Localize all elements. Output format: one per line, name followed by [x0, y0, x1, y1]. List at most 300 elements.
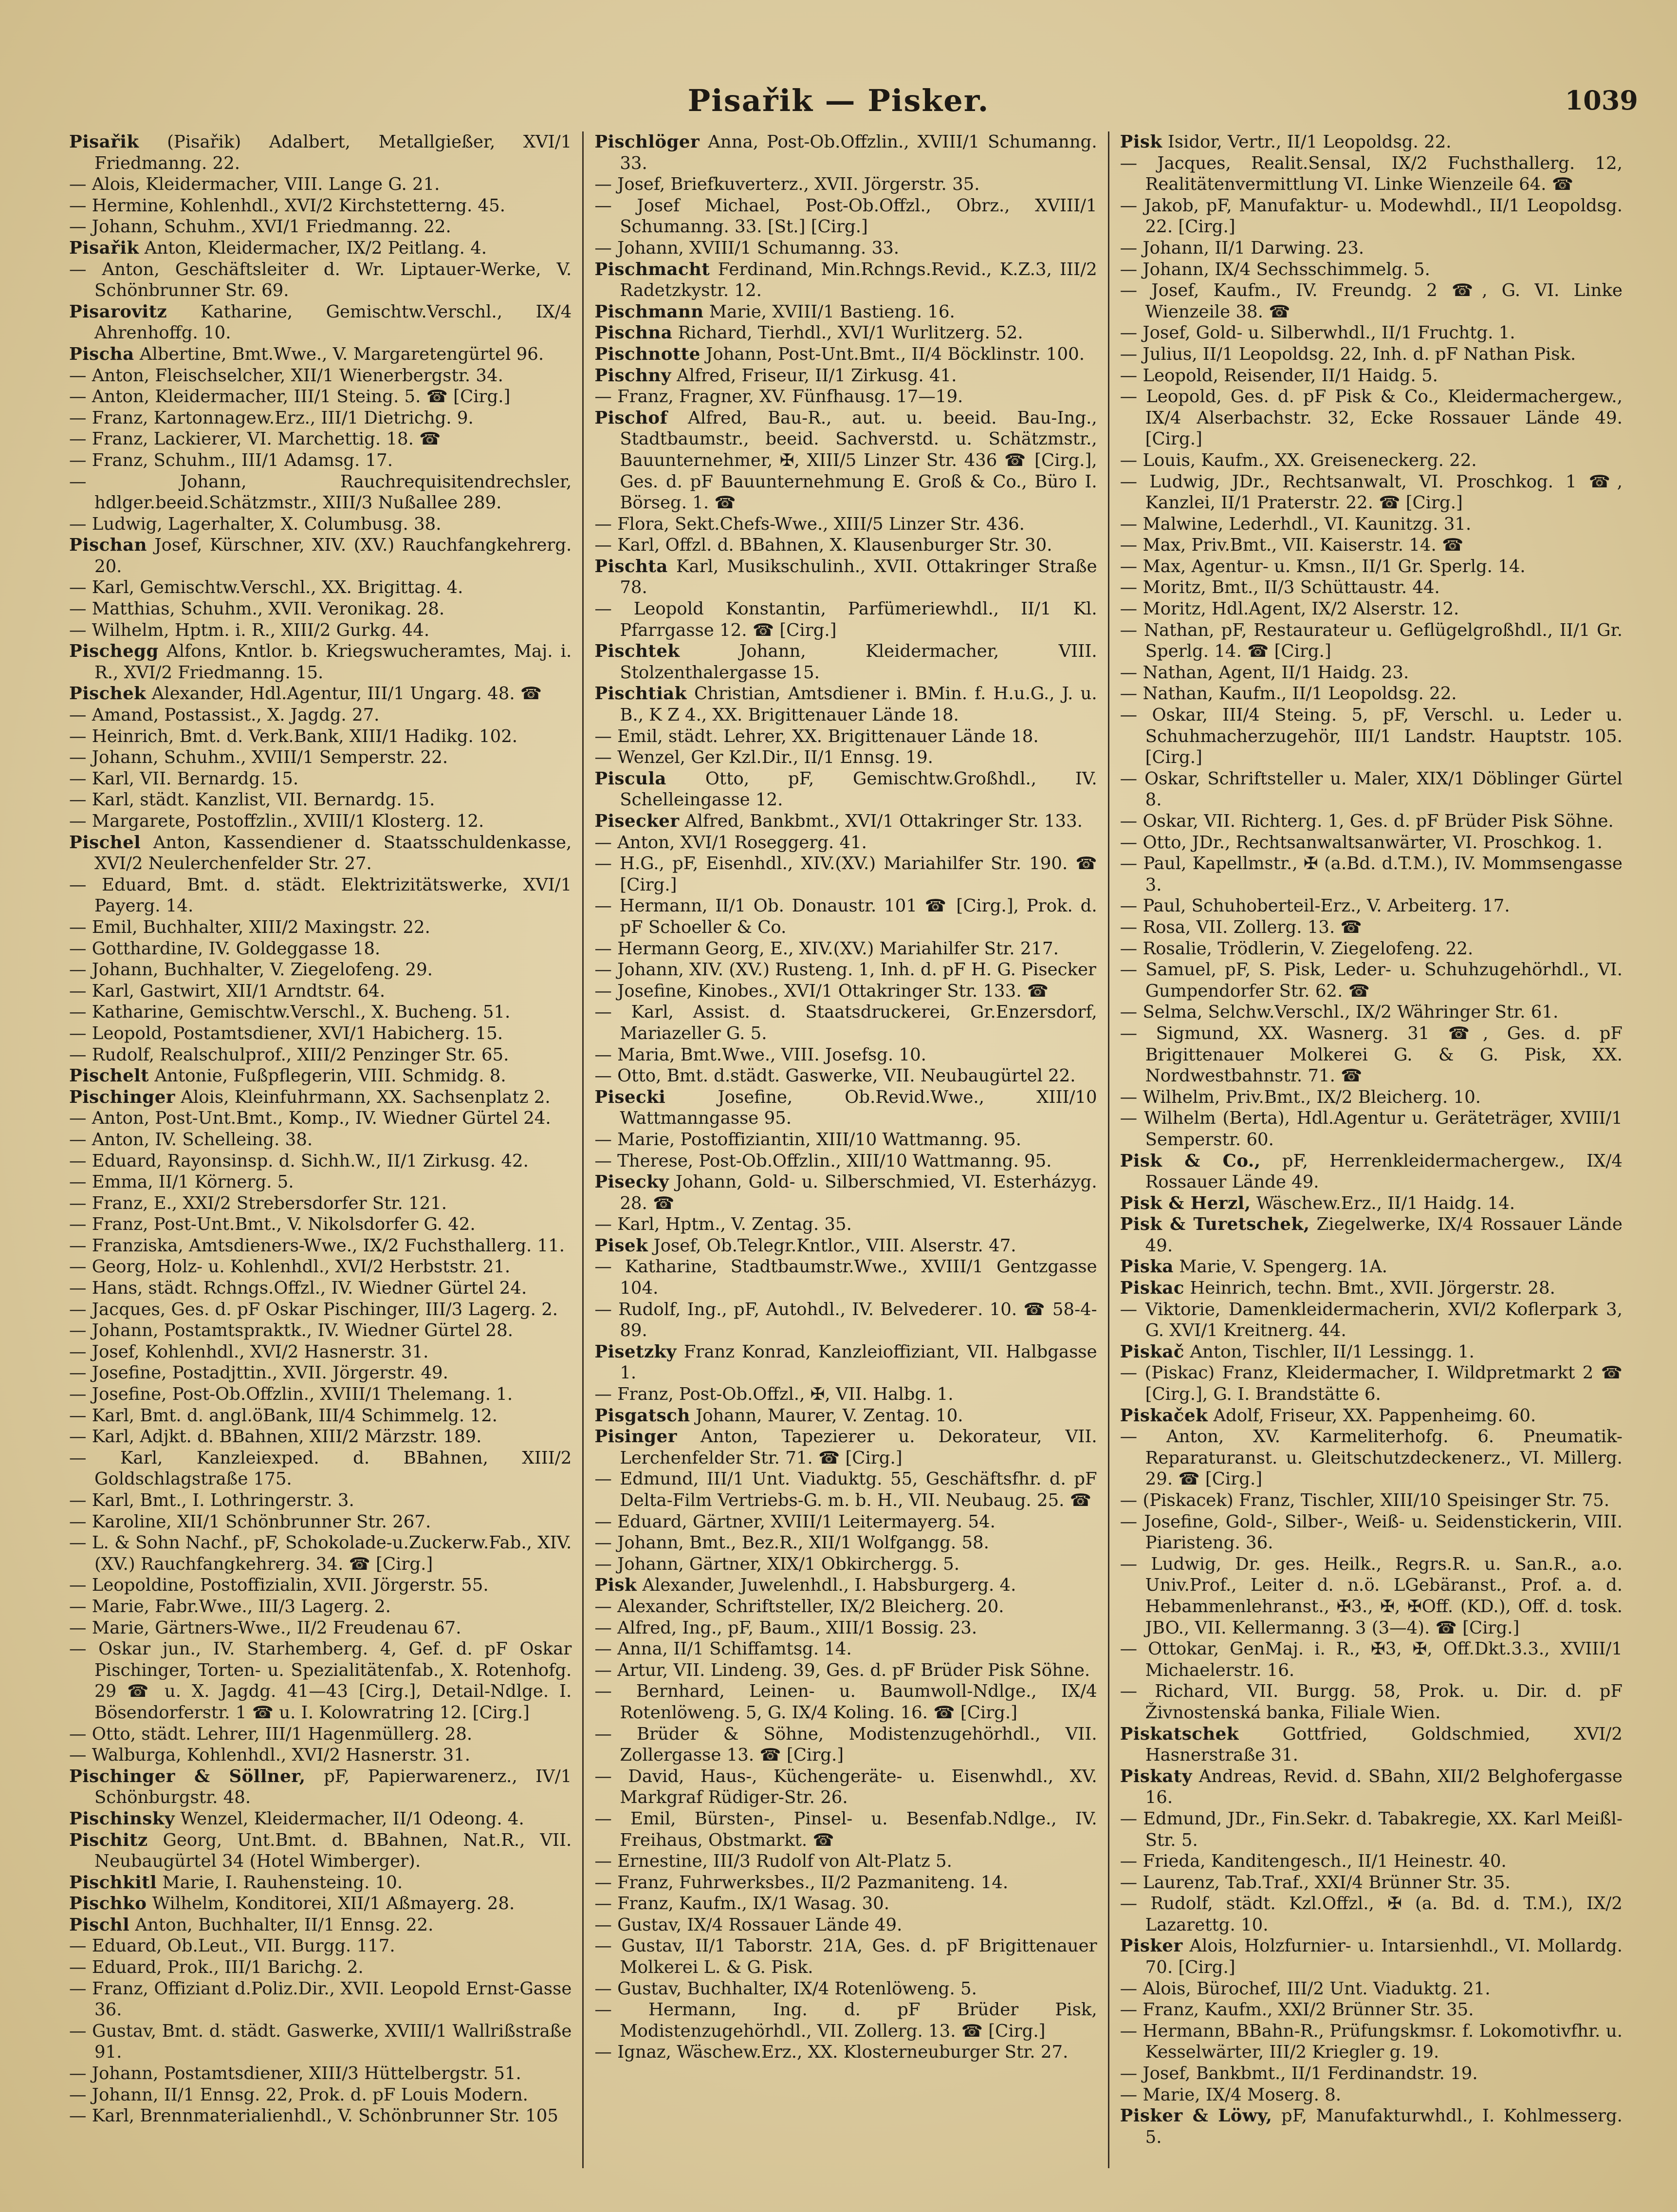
entry-surname: Pischegg [69, 641, 159, 662]
entry-text: — Maria, Bmt.Wwe., VIII. Josefsg. 10. [594, 1044, 926, 1065]
entry-text: pF, Manufakturwhdl., I. Kohlmesserg. 5. [1145, 2106, 1622, 2147]
entry-text: — Karoline, XII/1 Schönbrunner Str. 267. [69, 1511, 431, 1532]
entry-text: Ferdinand, Min.Rchngs.Revid., K.Z.3, III/2 Radetzkystr. 12. [620, 259, 1097, 301]
entry-text: — Franz, E., XXI/2 Strebersdorfer Str. 121. [69, 1193, 447, 1213]
directory-entry [69, 598, 571, 620]
entry-text: — Johann, Postamtsdiener, XIII/3 Hüttelbergstr. 51. [69, 2063, 521, 2084]
entry-text: — L. & Sohn Nachf., pF, Schokolade-u.Zuckerw.Fab., XIV. (XV.) Rauchfangkehrerg. 34. ☎ [Cirg.] [69, 1533, 572, 1574]
directory-entry [1120, 1405, 1622, 1427]
directory-entry [69, 2084, 571, 2106]
entry-text: — Karl, städt. Kanzlist, VII. Bernardg. 15. [69, 790, 435, 810]
directory-entry [69, 1490, 571, 1511]
entry-text: — Flora, Sekt.Chefs-Wwe., XIII/5 Linzer Str. 436. [594, 514, 1025, 534]
directory-entry [1120, 1808, 1622, 1851]
entry-text: — Karl, Kanzleiexped. d. BBahnen, XIII/2 Goldschlagstraße 175. [69, 1448, 572, 1489]
entry-text: — Gustav, IX/4 Rossauer Lände 49. [594, 1915, 903, 1935]
entry-text: Wilhelm, Konditorei, XII/1 Aßmayerg. 28. [152, 1894, 515, 1914]
directory-entry [594, 131, 1097, 174]
directory-entry [1120, 620, 1622, 662]
directory-entry [69, 726, 571, 747]
directory-entry [594, 1766, 1097, 1808]
directory-entry [1120, 1511, 1622, 1554]
entry-text: Marie, XVIII/1 Bastieng. 16. [709, 301, 955, 322]
entry-text: — Karl, VII. Bernardg. 15. [69, 768, 299, 789]
entry-text: — Leopold, Postamtsdiener, XVI/1 Habicherg. 15. [69, 1023, 503, 1043]
directory-entry [594, 322, 1097, 344]
directory-entry [594, 895, 1097, 938]
entry-surname: Pischtiak [594, 684, 687, 704]
entry-text: — (Piskac) Franz, Kleidermacher, I. Wildpretmarkt 2 ☎ [Cirg.], G. I. Brandstätte 6. [1120, 1363, 1622, 1405]
directory-entry [594, 959, 1097, 981]
directory-entry [594, 1171, 1097, 1214]
directory-entry [594, 683, 1097, 725]
directory-entry [594, 641, 1097, 683]
directory-entry [69, 344, 571, 365]
entry-text: — Viktorie, Damenkleidermacherin, XVI/2 Koflerpark 3, G. XVI/1 Kreitnerg. 44. [1120, 1299, 1622, 1341]
entry-text: Gottfried, Goldschmied, XVI/2 Hasnerstraße 31. [1145, 1724, 1622, 1766]
directory-entry [1120, 1256, 1622, 1278]
directory-entry [1120, 535, 1622, 556]
entry-text: Alois, Kleinfuhrmann, XX. Sachsenplatz 2. [181, 1087, 551, 1107]
directory-entry [594, 1893, 1097, 1915]
entry-text: — Johann, II/1 Ennsg. 22, Prok. d. pF Louis Modern. [69, 2084, 528, 2105]
entry-text: — Wilhelm, Hptm. i. R., XIII/2 Gurkg. 44. [69, 620, 430, 640]
directory-entry [69, 1341, 571, 1363]
directory-entry [594, 1575, 1097, 1596]
entry-text: — Anton, Kleidermacher, III/1 Steing. 5. ☎ [Cirg.] [69, 387, 511, 407]
entry-text: — Matthias, Schuhm., XVII. Veronikag. 28. [69, 599, 445, 619]
entry-text: pF, Herrenkleidermachergew., IX/4 Rossauer Lände 49. [1145, 1151, 1622, 1192]
directory-entry [69, 1957, 571, 1978]
entry-text: — Therese, Post-Ob.Offzlin., XIII/10 Wattmanng. 95. [594, 1151, 1052, 1171]
entry-text: — Brüder & Söhne, Modistenzugehörhdl., VII. Zollergasse 13. ☎ [Cirg.] [594, 1724, 1097, 1766]
entry-text: — Anna, II/1 Schiffamtsg. 14. [594, 1639, 852, 1659]
entry-text: — Moritz, Bmt., II/3 Schüttaustr. 44. [1120, 577, 1440, 598]
entry-text: — Nathan, Kaufm., II/1 Leopoldsg. 22. [1120, 684, 1457, 704]
entry-text: — Josef Michael, Post-Ob.Offzl., Obrz., XVIII/1 Schumanng. 33. [St.] [Cirg.] [594, 195, 1097, 237]
entry-surname: Pisařik [69, 132, 139, 152]
entry-text: Johann, Maurer, V. Zentag. 10. [695, 1405, 963, 1426]
entry-text: — Franz, Kartonnagew.Erz., III/1 Dietrichg. 9. [69, 408, 474, 428]
directory-entry [69, 1214, 571, 1235]
entry-surname: Pischmann [594, 301, 704, 322]
directory-entry [69, 1044, 571, 1066]
entry-text: — Johann, Gärtner, XIX/1 Obkirchergg. 5. [594, 1554, 959, 1574]
directory-entry [1120, 598, 1622, 620]
directory-entry [69, 1278, 571, 1299]
directory-entry [69, 705, 571, 726]
entry-text: — Jacques, Realit.Sensal, IX/2 Fuchsthallerg. 12, Realitätenvermittlung VI. Linke Wienzeile 64. ☎ [1120, 153, 1622, 195]
entry-text: — Josefine, Postadjttin., XVII. Jörgerstr. 49. [69, 1363, 448, 1383]
directory-entry [69, 301, 571, 344]
directory-entry [1120, 2084, 1622, 2106]
entry-text: — Paul, Schuhoberteil-Erz., V. Arbeiterg. 17. [1120, 896, 1510, 916]
directory-entry [1120, 2021, 1622, 2063]
directory-entry [594, 938, 1097, 960]
directory-entry [1120, 1299, 1622, 1341]
entry-text: — Nathan, Agent, II/1 Haidg. 23. [1120, 662, 1409, 683]
directory-entry [1120, 683, 1622, 705]
directory-entry [1120, 1893, 1622, 1935]
directory-entry [69, 195, 571, 217]
directory-entry [69, 1384, 571, 1405]
entry-text: Josef, Kürschner, XIV. (XV.) Rauchfangkehrerg. 20. [94, 535, 572, 576]
entry-text: Georg, Unt.Bmt. d. BBahnen, Nat.R., VII. Neubaugürtel 34 (Hotel Wimberger). [94, 1830, 572, 1872]
entry-text: — Franz, Lackierer, VI. Marchettig. 18. ☎ [69, 429, 441, 449]
directory-entry [1120, 662, 1622, 684]
entry-text: — Edmund, III/1 Unt. Viaduktg. 55, Geschäftsfhr. d. pF Delta-Film Vertriebs-G. m. b. H., VII. Neubaug. 25. ☎ [594, 1469, 1097, 1510]
entry-text: — Marie, Postoffiziantin, XIII/10 Wattmanng. 95. [594, 1129, 1022, 1150]
entry-text: Alexander, Hdl.Agentur, III/1 Ungarg. 48. ☎ [151, 684, 542, 704]
entry-text: — Laurenz, Tab.Traf., XXI/4 Brünner Str. 35. [1120, 1872, 1511, 1893]
entry-surname: Piscula [594, 768, 666, 789]
directory-entry [1120, 2105, 1622, 2148]
directory-entry [69, 1320, 571, 1341]
directory-entry [1120, 1766, 1622, 1808]
directory-entry [594, 386, 1097, 408]
entry-text: — Hermann, Ing. d. pF Brüder Pisk, Modistenzugehörhdl., VII. Zollerg. 13. ☎ [Cirg.] [594, 2000, 1097, 2041]
directory-entry [69, 917, 571, 938]
entry-text: — Bernhard, Leinen- u. Baumwoll-Ndlge., IX/4 Rotenlöweng. 5, G. IX/4 Koling. 16. ☎ [Cirg.] [594, 1681, 1097, 1723]
directory-entry [69, 1893, 571, 1915]
entry-text: — Rudolf, Ing., pF, Autohdl., IV. Belvederег. 10. ☎ 58-4-89. [594, 1299, 1097, 1341]
directory-entry [69, 1575, 571, 1596]
entry-text: — Ignaz, Wäschew.Erz., XX. Klosterneuburger Str. 27. [594, 2042, 1069, 2063]
entry-text: — Karl, Hptm., V. Zentag. 35. [594, 1214, 852, 1235]
directory-entry [594, 1511, 1097, 1533]
directory-entry [1120, 1681, 1622, 1723]
directory-entry [594, 1129, 1097, 1151]
directory-entry [594, 1554, 1097, 1575]
column-3 [1108, 131, 1633, 2168]
entry-text: — Alois, Bürochef, III/2 Unt. Viaduktg. 21. [1120, 1978, 1491, 1999]
entry-text: — Moritz, Hdl.Agent, IX/2 Alserstr. 12. [1120, 599, 1459, 619]
directory-entry [594, 365, 1097, 387]
entry-surname: Pischan [69, 535, 147, 556]
directory-entry [1120, 238, 1622, 259]
entry-text: — Johann, Rauchrequisitendrechsler, hdlger.beeid.Schätzmstr., XIII/3 Nußallee 289. [69, 471, 572, 513]
entry-text: — Franz, Schuhm., III/1 Adamsg. 17. [69, 450, 393, 470]
entry-text: — Josefine, Gold-, Silber-, Weiß- u. Seidenstickerin, VIII. Piaristeng. 36. [1120, 1511, 1622, 1553]
entry-text: — (Piskacek) Franz, Tischler, XIII/10 Speisinger Str. 75. [1120, 1490, 1610, 1510]
directory-entry [69, 259, 571, 301]
directory-entry [69, 981, 571, 1002]
entry-text: Heinrich, techn. Bmt., XVII. Jörgerstr. 28. [1190, 1278, 1555, 1299]
directory-entry [1120, 1151, 1622, 1193]
directory-entry [69, 1745, 571, 1766]
directory-entry [594, 556, 1097, 598]
directory-entry [69, 450, 571, 471]
directory-entry [69, 1830, 571, 1872]
entry-text: — Otto, städt. Lehrer, III/1 Hagenmüllerg. 28. [69, 1724, 473, 1744]
directory-entry [594, 1151, 1097, 1172]
entry-text: — Eduard, Ob.Leut., VII. Burgg. 117. [69, 1936, 395, 1956]
directory-entry [1120, 344, 1622, 365]
entry-surname: Pisk & Co., [1120, 1151, 1261, 1171]
entry-surname: Pisek [594, 1235, 648, 1256]
entry-text: — Amand, Postassist., X. Jagdg. 27. [69, 705, 380, 725]
entry-text: — Franziska, Amtsdieners-Wwe., IX/2 Fuchsthallerg. 11. [69, 1235, 565, 1256]
directory-entry [1120, 1193, 1622, 1214]
directory-entry [69, 1087, 571, 1108]
entry-text: — Hans, städt. Rchngs.Offzl., IV. Wiedner Gürtel 24. [69, 1278, 527, 1299]
directory-entry [1120, 450, 1622, 471]
directory-entry [69, 1596, 571, 1617]
entry-text: — Samuel, pF, S. Pisk, Leder- u. Schuhzugehörhdl., VI. Gumpendorfer Str. 62. ☎ [1120, 960, 1622, 1001]
entry-text: — Karl, Bmt. d. angl.öBank, III/4 Schimmelg. 12. [69, 1405, 498, 1426]
entry-surname: Pisker & Löwy, [1120, 2106, 1272, 2126]
entry-surname: Pisetzky [594, 1341, 677, 1362]
directory-entry [1120, 1935, 1622, 1978]
entry-text: (Pisařik) Adalbert, Metallgießer, XVI/1 Friedmanng. 22. [94, 132, 572, 173]
entry-text: — Hermann, BBahn-R., Prüfungskmsr. f. Lokomotivfhr. u. Kesselwärter, III/2 Kriegler g. 19. [1120, 2021, 1622, 2063]
directory-entry [594, 2042, 1097, 2063]
directory-entry [1120, 705, 1622, 768]
entry-surname: Pisk & Turetschek, [1120, 1214, 1310, 1235]
entry-text: Adolf, Friseur, XX. Pappenheimg. 60. [1213, 1405, 1536, 1426]
entry-text: — Katharine, Stadtbaumstr.Wwe., XVIII/1 Gentzgasse 104. [594, 1257, 1097, 1299]
entry-text: — Leopold, Ges. d. pF Pisk & Co., Kleidermachergew., IX/4 Alserbachstr. 32, Ecke Rossauer Lände 49. [Cirg.] [1120, 387, 1622, 449]
directory-columns [58, 131, 1633, 2168]
entry-surname: Pischta [594, 556, 668, 576]
entry-text: Antonie, Fußpflegerin, VIII. Schmidg. 8. [154, 1066, 506, 1086]
entry-text: — Eduard, Prok., III/1 Barichg. 2. [69, 1957, 364, 1978]
directory-entry [69, 1065, 571, 1087]
directory-entry [1120, 195, 1622, 238]
directory-entry [1120, 556, 1622, 577]
directory-entry [69, 577, 571, 598]
entry-text: — Josefine, Kinobes., XVI/1 Ottakringer Str. 133. ☎ [594, 981, 1049, 1001]
directory-entry [594, 747, 1097, 768]
entry-text: — Emil, Bürsten-, Pinsel- u. Besenfab.Ndlge., IV. Freihaus, Obstmarkt. ☎ [594, 1808, 1097, 1850]
entry-text: — Eduard, Gärtner, XVIII/1 Leitermayerg. 54. [594, 1511, 995, 1532]
entry-text: Anton, Tapezierer u. Dekorateur, VII. Lerchenfelder Str. 71. ☎ [Cirg.] [620, 1427, 1097, 1468]
directory-entry [69, 1193, 571, 1214]
directory-entry [69, 2063, 571, 2084]
directory-entry [69, 1808, 571, 1830]
entry-surname: Pisařik [69, 238, 139, 258]
directory-entry [69, 1935, 571, 1957]
entry-surname: Pischmacht [594, 259, 710, 279]
directory-entry [594, 408, 1097, 514]
entry-text: — Ernestine, III/3 Rudolf von Alt-Platz 5. [594, 1851, 952, 1872]
directory-entry [69, 683, 571, 705]
directory-entry [69, 1256, 571, 1278]
entry-surname: Pisk & Herzl, [1120, 1193, 1251, 1213]
entry-surname: Pisecki [594, 1087, 666, 1107]
entry-text: Katharine, Gemischtw.Verschl., IX/4 Ahrenhoffg. 10. [94, 301, 572, 343]
directory-entry [594, 1660, 1097, 1681]
directory-entry [1120, 768, 1622, 811]
entry-text: — Johann, Schuhm., XVIII/1 Semperstr. 22. [69, 747, 448, 768]
entry-surname: Piskac [1120, 1278, 1185, 1299]
directory-entry [1120, 1490, 1622, 1511]
entry-text: — Hermann Georg, E., XIV.(XV.) Mariahilfer Str. 217. [594, 938, 1059, 959]
directory-entry [594, 259, 1097, 301]
directory-entry [69, 1235, 571, 1257]
entry-surname: Pischny [594, 365, 671, 386]
directory-entry [69, 1766, 571, 1808]
entry-text: Ziegelwerke, IX/4 Rossauer Lände 49. [1145, 1214, 1622, 1256]
directory-entry [594, 1087, 1097, 1129]
directory-entry [1120, 1002, 1622, 1023]
directory-entry [1120, 365, 1622, 387]
entry-text: — Eduard, Bmt. d. städt. Elektrizitätswerke, XVI/1 Payerg. 14. [69, 874, 572, 916]
directory-entry [594, 1256, 1097, 1299]
directory-entry [594, 598, 1097, 641]
page-number: 1039 [1565, 85, 1638, 116]
entry-text: — Rudolf, städt. Kzl.Offzl., ✠ (a. Bd. d. T.M.), IX/2 Lazarettg. 10. [1120, 1894, 1622, 1935]
directory-entry [69, 620, 571, 641]
entry-surname: Pisker [1120, 1936, 1183, 1956]
entry-surname: Pischl [69, 1915, 130, 1935]
entry-surname: Pischek [69, 684, 147, 704]
directory-entry [594, 1214, 1097, 1235]
entry-text: Otto, pF, Gemischtw.Großhdl., IV. Schelleingasse 12. [620, 768, 1097, 810]
entry-text: — Johann, Bmt., Bez.R., XII/1 Wolfgangg. 58. [594, 1533, 989, 1553]
directory-entry [69, 1002, 571, 1023]
entry-text: Alfred, Friseur, II/1 Zirkusg. 41. [677, 365, 957, 386]
entry-text: — Emil, Buchhalter, XIII/2 Maxingstr. 22. [69, 917, 430, 937]
entry-text: — Josef, Kaufm., IV. Freundg. 2 ☎, G. VI. Linke Wienzeile 38. ☎ [1120, 280, 1622, 322]
entry-text: — Emma, II/1 Körnerg. 5. [69, 1172, 294, 1192]
directory-entry [594, 981, 1097, 1002]
directory-entry [594, 1384, 1097, 1405]
entry-text: Isidor, Vertr., II/1 Leopoldsg. 22. [1167, 132, 1452, 152]
entry-text: — Oskar, III/4 Steing. 5, pF, Verschl. u. Leder u. Schuhmacherzugehör, III/1 Landstr. Hauptstr. 105. [Cirg.] [1120, 705, 1622, 768]
directory-entry [1120, 131, 1622, 153]
entry-text: — Ludwig, Dr. ges. Heilk., Regrs.R. u. San.R., a.o. Univ.Prof., Leiter d. n.ö. LGebäranst., Prof. a. d. Hebammenlehranst., ✠3., ✠, ✠Off. (KD.), Off. d. tosk. JBO., VII. Kellermanng. 3 (3—4). ☎ [Cirg.] [1120, 1554, 1622, 1638]
directory-entry [1120, 1872, 1622, 1894]
entry-text: — Josef, Bankbmt., II/1 Ferdinandstr. 19. [1120, 2063, 1478, 2084]
directory-entry [69, 1405, 571, 1427]
entry-text: — H.G., pF, Eisenhdl., XIV.(XV.) Mariahilfer Str. 190. ☎ [Cirg.] [594, 854, 1097, 895]
directory-entry [594, 1915, 1097, 1936]
directory-entry [1120, 1214, 1622, 1256]
directory-entry [69, 1915, 571, 1936]
directory-entry [1120, 1978, 1622, 2000]
entry-text: — Josef, Briefkuverterz., XVII. Jörgerstr. 35. [594, 174, 980, 195]
directory-entry [594, 1617, 1097, 1639]
entry-surname: Pisk [594, 1575, 637, 1596]
directory-entry [594, 195, 1097, 238]
directory-entry [69, 1978, 571, 2021]
directory-entry [594, 1978, 1097, 2000]
entry-text: Franz Konrad, Kanzleioffiziant, VII. Halbgasse 1. [620, 1341, 1097, 1383]
entry-text: Anton, Buchhalter, II/1 Ennsg. 22. [135, 1915, 434, 1935]
entry-text: — Marie, IX/4 Moserg. 8. [1120, 2084, 1342, 2105]
entry-text: — Josef, Kohlenhdl., XVI/2 Hasnerstr. 31. [69, 1341, 429, 1362]
entry-surname: Pischlöger [594, 132, 700, 152]
entry-text: — Franz, Kaufm., IX/1 Wasag. 30. [594, 1894, 890, 1914]
directory-entry [69, 1511, 571, 1533]
entry-text: Alexander, Juwelenhdl., I. Habsburgerg. 4. [642, 1575, 1016, 1596]
entry-text: Anna, Post-Ob.Offzlin., XVIII/1 Schumanng. 33. [620, 132, 1097, 173]
entry-text: — Katharine, Gemischtw.Verschl., X. Bucheng. 51. [69, 1002, 511, 1022]
directory-entry [1120, 1278, 1622, 1299]
directory-entry [594, 1935, 1097, 1978]
entry-text: — Hermine, Kohlenhdl., XVI/2 Kirchstetterng. 45. [69, 195, 505, 216]
entry-text: — Max, Agentur- u. Kmsn., II/1 Gr. Sperlg. 14. [1120, 556, 1526, 576]
directory-entry [69, 1129, 571, 1151]
entry-text: — Wilhelm, Priv.Bmt., IX/2 Bleicherg. 10. [1120, 1087, 1481, 1107]
entry-text: — Ludwig, Lagerhalter, X. Columbusg. 38. [69, 514, 442, 534]
entry-text: — Karl, Gemischtw.Verschl., XX. Brigittag. 4. [69, 577, 463, 598]
directory-entry [69, 1299, 571, 1320]
entry-text: Wenzel, Kleidermacher, II/1 Odeong. 4. [180, 1808, 524, 1829]
entry-text: — Nathan, pF, Restaurateur u. Geflügelgroßhdl., II/1 Gr. Sperlg. 14. ☎ [Cirg.] [1120, 620, 1622, 662]
column-2 [582, 131, 1107, 2168]
entry-text: — Ludwig, JDr., Rechtsanwalt, VI. Proschkog. 1 ☎, Kanzlei, II/1 Praterstr. 22. ☎ [Cirg.] [1120, 471, 1622, 513]
entry-text: — Louis, Kaufm., XX. Greiseneckerg. 22. [1120, 450, 1477, 470]
entry-surname: Pisecky [594, 1172, 669, 1192]
directory-entry [1120, 1087, 1622, 1108]
entry-text: Josef, Ob.Telegr.Kntlor., VIII. Alserstr. 47. [653, 1235, 1016, 1256]
entry-text: — Franz, Post-Unt.Bmt., V. Nikolsdorfer G. 42. [69, 1214, 476, 1235]
entry-text: — Johann, XVIII/1 Schumanng. 33. [594, 238, 900, 258]
directory-entry [594, 1299, 1097, 1341]
entry-text: — Wenzel, Ger Kzl.Dir., II/1 Ennsg. 19. [594, 747, 933, 768]
directory-entry [594, 1341, 1097, 1384]
entry-text: Johann, Post-Unt.Bmt., II/4 Böcklinstr. 100. [706, 344, 1085, 364]
entry-text: — Leopoldine, Postoffizialin, XVII. Jörgerstr. 55. [69, 1575, 489, 1596]
column-1 [58, 131, 582, 2168]
entry-text: — Walburga, Kohlenhdl., XVI/2 Hasnerstr. 31. [69, 1745, 471, 1766]
entry-surname: Piska [1120, 1257, 1174, 1277]
directory-entry [69, 1362, 571, 1384]
directory-entry [69, 2105, 571, 2127]
entry-text: — Malwine, Lederhdl., VI. Kaunitzg. 31. [1120, 514, 1472, 534]
entry-text: — Julius, II/1 Leopoldsg. 22, Inh. d. pF Nathan Pisk. [1120, 344, 1576, 364]
directory-entry [594, 1999, 1097, 2042]
directory-entry [69, 1532, 571, 1575]
entry-text: Andreas, Revid. d. SBahn, XII/2 Belghofergasse 16. [1145, 1766, 1622, 1808]
directory-entry [69, 789, 571, 811]
entry-text: Wäschew.Erz., II/1 Haidg. 14. [1256, 1193, 1515, 1213]
entry-text: Anton, Kassendiener d. Staatsschuldenkasse, XVI/2 Neulerchenfelder Str. 27. [94, 832, 572, 874]
directory-entry [1120, 577, 1622, 598]
directory-entry [1120, 1724, 1622, 1766]
entry-surname: Pischitz [69, 1830, 148, 1850]
directory-entry [1120, 938, 1622, 960]
directory-entry [1120, 259, 1622, 280]
entry-text: — Josef, Gold- u. Silberwhdl., II/1 Fruchtg. 1. [1120, 323, 1515, 343]
entry-text: Johann, Kleidermacher, VIII. Stolzenthalergasse 15. [620, 641, 1097, 683]
entry-text: — Oskar, VII. Richterg. 1, Ges. d. pF Brüder Pisk Söhne. [1120, 811, 1614, 831]
entry-text: Alfons, Kntlor. b. Kriegswucheramtes, Maj. i. R., XVI/2 Friedmanng. 15. [94, 641, 572, 683]
entry-text: — Oskar jun., IV. Starhemberg. 4, Gef. d. pF Oskar Pischinger, Torten- u. Spezialitätenfab., X. Rotenhofg. 29 ☎ u. X. Jagdg. 41—43 [Cirg.], Detail-Ndlge. I. Bösendorferstr. 1 ☎ u. I. Kolowratring 12. [Cirg.] [69, 1639, 572, 1723]
directory-entry [594, 238, 1097, 259]
entry-text: — Frieda, Kanditengesch., II/1 Heinestr. 40. [1120, 1851, 1507, 1872]
directory-entry [594, 1638, 1097, 1660]
entry-text: — Karl, Gastwirt, XII/1 Arndtstr. 64. [69, 981, 386, 1001]
entry-text: — Edmund, JDr., Fin.Sekr. d. Tabakregie, XX. Karl Meißl-Str. 5. [1120, 1808, 1622, 1850]
directory-entry [1120, 1362, 1622, 1405]
directory-entry [1120, 895, 1622, 917]
directory-entry [69, 1151, 571, 1172]
directory-entry [594, 726, 1097, 747]
directory-entry [594, 174, 1097, 195]
directory-entry [69, 174, 571, 195]
entry-text: — Eduard, Rayonsinsp. d. Sichh.W., II/1 Zirkusg. 42. [69, 1151, 529, 1171]
directory-entry [69, 747, 571, 768]
entry-text: — Otto, JDr., Rechtsanwaltsanwärter, VI. Proschkog. 1. [1120, 832, 1603, 853]
entry-text: — Karl, Brennmaterialienhdl., V. Schönbrunner Str. 105 [69, 2106, 558, 2126]
directory-entry [69, 938, 571, 960]
entry-text: — Rudolf, Realschulprof., XIII/2 Penzinger Str. 65. [69, 1044, 509, 1065]
entry-text: — Johann, II/1 Darwing. 23. [1120, 238, 1364, 258]
entry-text: — Anton, Post-Unt.Bmt., Komp., IV. Wiedner Gürtel 24. [69, 1108, 551, 1129]
